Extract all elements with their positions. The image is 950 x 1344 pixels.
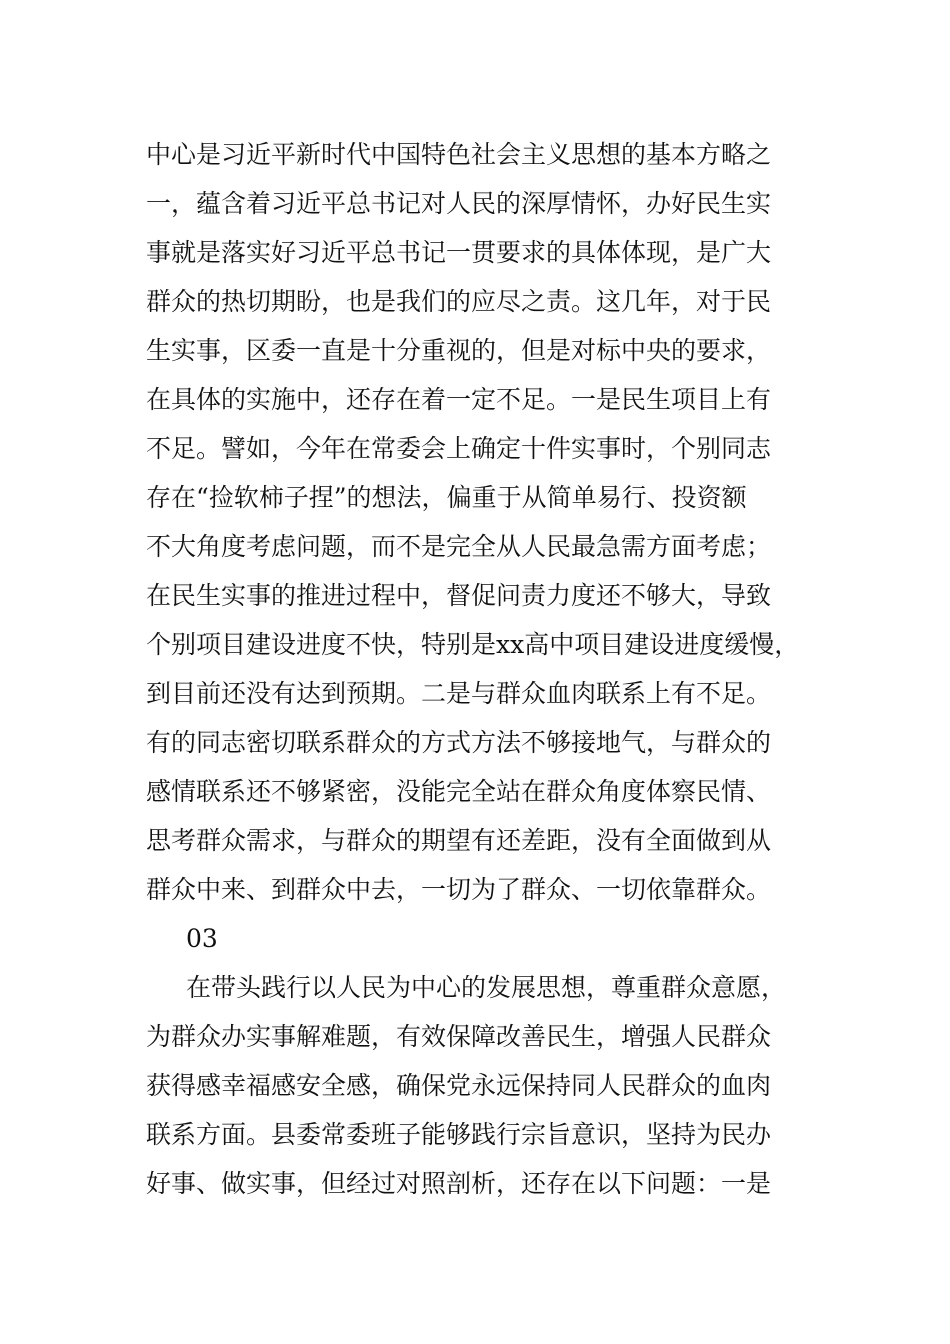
text-line: 获得感幸福感安全感，确保党永远保持同人民群众的血肉 [146,1071,772,1100]
text-line: 好事、做实事，但经过对照剖析，还存在以下问题：一是 [146,1169,772,1198]
text-line: 在民生实事的推进过程中，督促问责力度还不够大，导致 [146,581,772,610]
text-line: 中心是习近平新时代中国特色社会主义思想的基本方略之 [146,140,772,169]
text-line: 存在“捡软柿子捏”的想法，偏重于从简单易行、投资额 [146,483,747,512]
text-line: 有的同志密切联系群众的方式方法不够接地气，与群众的 [146,728,772,757]
text-line: 不足。譬如，今年在常委会上确定十件实事时，个别同志 [146,434,772,463]
text-line: 感情联系还不够紧密，没能完全站在群众角度体察民情、 [146,777,772,806]
text-line: 事就是落实好习近平总书记一贯要求的具体体现，是广大 [146,238,772,267]
paragraph-first-line: 在带头践行以人民为中心的发展思想，尊重群众意愿， [186,973,787,1002]
text-line: 在具体的实施中，还存在着一定不足。一是民生项目上有 [146,385,772,414]
text-line: 一，蕴含着习近平总书记对人民的深厚情怀，办好民生实 [146,189,772,218]
text-line: 思考群众需求，与群众的期望有还差距，没有全面做到从 [146,826,772,855]
text-line: 群众的热切期盼，也是我们的应尽之责。这几年，对于民 [146,287,772,316]
text-line: 不大角度考虑问题，而不是完全从人民最急需方面考虑； [146,532,772,561]
section-number: 03 [186,924,218,953]
text-line: 个别项目建设进度不快，特别是xx高中项目建设进度缓慢， [146,630,800,659]
body-text [146,130,846,1208]
text-line: 生实事，区委一直是十分重视的，但是对标中央的要求， [146,336,772,365]
text-line: 联系方面。县委常委班子能够践行宗旨意识，坚持为民办 [146,1120,772,1149]
text-line: 为群众办实事解难题，有效保障改善民生，增强人民群众 [146,1022,772,1051]
text-line: 到目前还没有达到预期。二是与群众血肉联系上有不足。 [146,679,772,708]
text-line: 群众中来、到群众中去，一切为了群众、一切依靠群众。 [146,875,772,904]
